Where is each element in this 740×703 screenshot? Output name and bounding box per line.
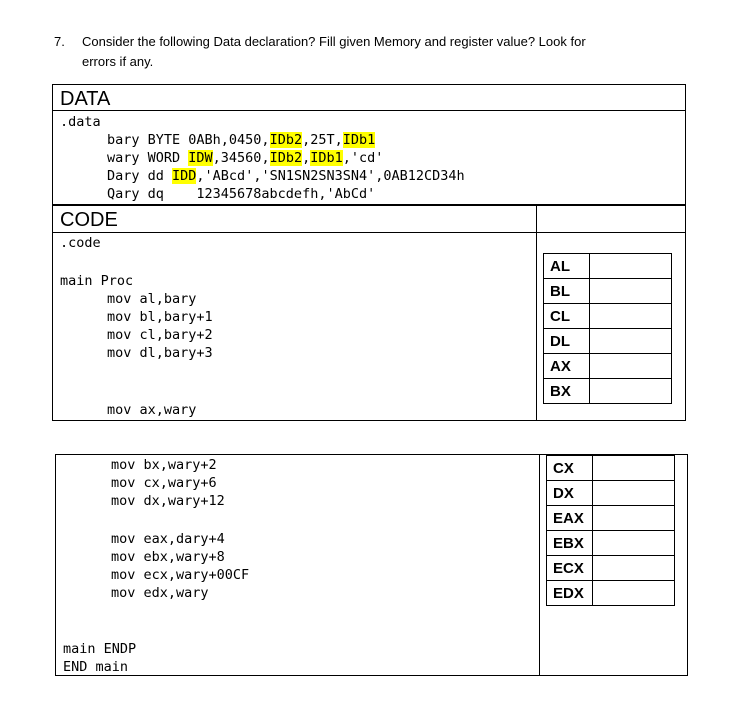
data-line — [107, 131, 375, 149]
code-text: ,25T, — [302, 132, 343, 148]
register-name: DL — [544, 329, 590, 354]
register-row — [547, 506, 675, 531]
register-row — [547, 481, 675, 506]
register-name: ECX — [547, 556, 593, 581]
register-row — [544, 279, 672, 304]
register-row — [544, 379, 672, 404]
code-text: ,'ABcd','SN1SN2SN3SN4',0AB12CD34h — [196, 168, 465, 184]
proc-end: main ENDP — [63, 641, 137, 657]
proc-start: main Proc — [60, 273, 134, 289]
register-name: BX — [544, 379, 590, 404]
code-column-divider-2 — [539, 454, 540, 676]
register-value-field[interactable] — [593, 556, 675, 581]
register-value-field[interactable] — [593, 506, 675, 531]
data-line — [107, 149, 383, 167]
code-text: Qary dq 12345678abcdefh,'AbCd' — [107, 186, 376, 202]
highlighted-identifier: IDW — [188, 150, 213, 166]
register-value-field[interactable] — [593, 531, 675, 556]
code-line: mov bl,bary+1 — [107, 309, 213, 325]
data-line — [107, 185, 375, 203]
code-line: mov edx,wary — [111, 585, 209, 601]
question-text-line-1: Consider the following Data declaration? Fill given Memory and register value? Look for — [82, 34, 586, 49]
register-name: CL — [544, 304, 590, 329]
register-name: AL — [544, 254, 590, 279]
highlighted-identifier: IDD — [172, 168, 197, 184]
code-line: mov cx,wary+6 — [111, 475, 217, 491]
register-table-2 — [546, 455, 675, 606]
code-text: ,'cd' — [342, 150, 384, 166]
code-text: , — [302, 150, 311, 166]
code-line: mov cl,bary+2 — [107, 327, 213, 343]
register-value-field[interactable] — [593, 456, 675, 481]
register-row — [547, 556, 675, 581]
data-header: DATA — [60, 88, 111, 110]
register-table-1 — [543, 253, 672, 404]
register-value-field[interactable] — [590, 279, 672, 304]
register-row — [544, 354, 672, 379]
code-line: mov dx,wary+12 — [111, 493, 225, 509]
data-code-divider — [52, 204, 686, 206]
register-row — [547, 531, 675, 556]
register-row — [547, 581, 675, 606]
code-header-divider — [52, 232, 686, 233]
register-value-field[interactable] — [590, 254, 672, 279]
code-directive: .code — [60, 235, 101, 251]
code-header: CODE — [60, 209, 118, 231]
register-value-field[interactable] — [590, 329, 672, 354]
register-row — [544, 329, 672, 354]
question-text-line-2: errors if any. — [82, 54, 154, 69]
data-directive: .data — [60, 114, 101, 130]
highlighted-identifier: IDb2 — [269, 150, 303, 166]
highlighted-identifier: IDb2 — [269, 132, 303, 148]
code-text: bary BYTE 0ABh,0450, — [107, 132, 270, 148]
data-line — [107, 167, 465, 185]
register-row — [547, 456, 675, 481]
code-text: Dary dd — [107, 168, 173, 184]
register-value-field[interactable] — [590, 304, 672, 329]
register-value-field[interactable] — [590, 354, 672, 379]
code-column-divider — [536, 205, 537, 421]
code-line: mov dl,bary+3 — [107, 345, 213, 361]
register-value-field[interactable] — [593, 581, 675, 606]
code-line: mov eax,dary+4 — [111, 531, 225, 547]
register-row — [544, 254, 672, 279]
register-name: BL — [544, 279, 590, 304]
register-name: EDX — [547, 581, 593, 606]
code-text: ,34560, — [212, 150, 270, 166]
code-line: mov al,bary — [107, 291, 197, 307]
register-name: AX — [544, 354, 590, 379]
code-text: wary WORD — [107, 150, 189, 166]
end-directive: END main — [63, 659, 129, 675]
register-name: CX — [547, 456, 593, 481]
register-name: EBX — [547, 531, 593, 556]
code-line: mov ebx,wary+8 — [111, 549, 225, 565]
register-value-field[interactable] — [593, 481, 675, 506]
highlighted-identifier: IDb1 — [342, 132, 376, 148]
question-number: 7. — [54, 34, 65, 49]
highlighted-identifier: IDb1 — [310, 150, 343, 166]
register-name: DX — [547, 481, 593, 506]
code-line: mov bx,wary+2 — [111, 457, 217, 473]
register-name: EAX — [547, 506, 593, 531]
data-header-divider — [52, 110, 686, 111]
code-line: mov ecx,wary+00CF — [111, 567, 250, 583]
register-row — [544, 304, 672, 329]
register-value-field[interactable] — [590, 379, 672, 404]
code-line: mov ax,wary — [107, 402, 197, 418]
